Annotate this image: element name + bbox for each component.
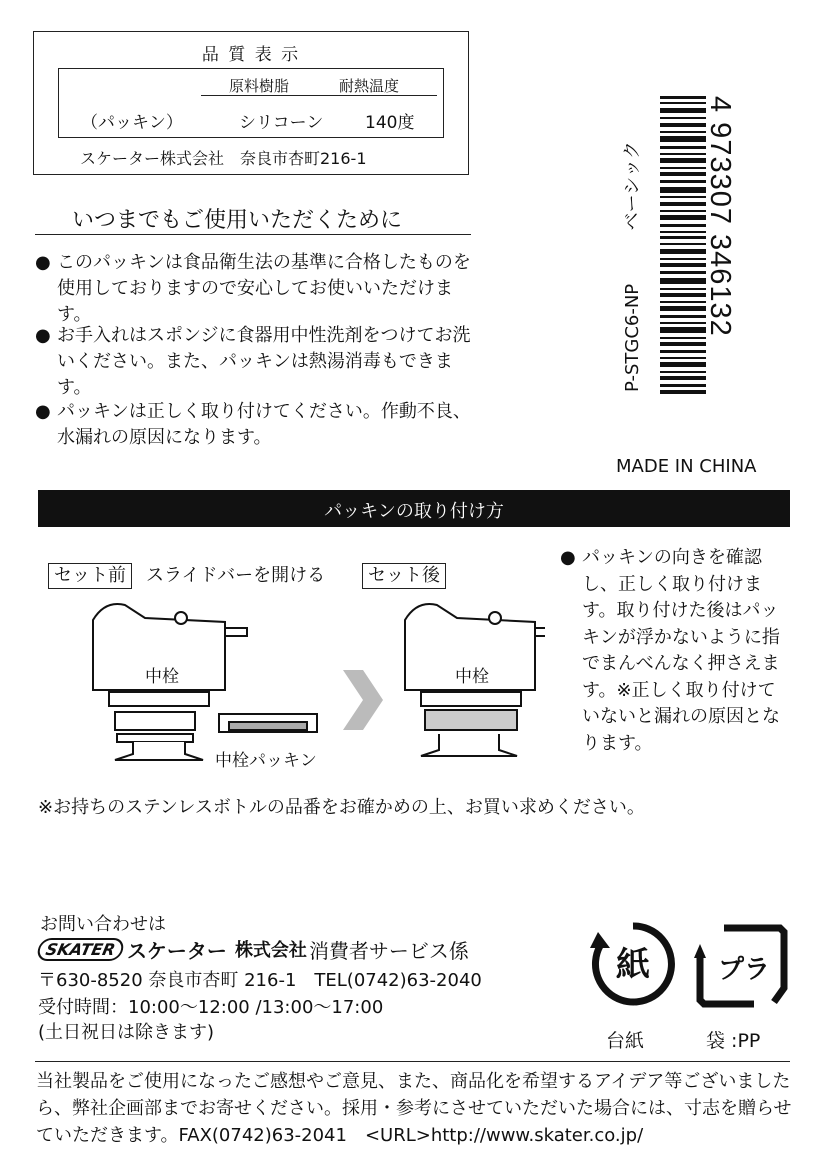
closed-days: (土日祝日は除きます)	[38, 1022, 215, 1043]
barcode-number-text: 4 973307 346132	[704, 96, 736, 337]
paper-char: 紙	[616, 945, 650, 985]
plastic-recycle-icon	[694, 922, 792, 1010]
after-tag: セット後	[362, 563, 446, 589]
care-item-text: お手入れはスポンジに食器用中性洗剤をつけてお洗いください。また、パッキンは熱湯消毒もできます。	[57, 325, 471, 398]
install-note	[560, 545, 792, 757]
gasket-label: 中栓パッキン	[215, 751, 317, 771]
install-banner-text: パッキンの取り付け方	[324, 501, 504, 522]
plug-label-before: 中栓	[145, 667, 179, 687]
brand-logo: SKATER	[36, 938, 126, 961]
inquiry-label: お問い合わせは	[40, 914, 166, 935]
made-in: MADE IN CHINA	[616, 456, 757, 477]
bottom-rule	[35, 1061, 790, 1062]
care-title: いつまでもご使用いただくために	[72, 208, 403, 233]
footnote: ※お持ちのステンレスボトルの品番をお確かめの上、お買い求めください。	[38, 797, 645, 818]
heat-header: 耐熱温度	[339, 77, 400, 95]
department: 消費者サービス係	[308, 938, 469, 963]
plastic-char: プラ	[717, 955, 771, 985]
install-banner	[38, 490, 790, 527]
paper-label: 台紙	[606, 1030, 645, 1052]
install-note-text: パッキンの向きを確認し、正しく取り付けます。取り付けた後はパッキンが浮かないように指でまんべんなく押さえます。※正しく取り付けていないと漏れの原因となります。	[582, 547, 780, 754]
quality-table	[58, 68, 444, 138]
before-tag: セット前	[48, 563, 132, 589]
color-name: ベーシック	[622, 141, 643, 231]
bottom-notice: 当社製品をご使用になったご感想やご意見、また、商品化を希望するアイデア等ございましたら、弊社企画部までお寄せください。採用・参考にさせていただいた場合には、寸志を贈らせていただきます。FAX(0742)63-2041 <URL>http://www.skater.co.jp/	[36, 1071, 792, 1146]
quality-label-box	[33, 31, 469, 175]
company-suffix: 株式会社	[234, 940, 307, 961]
header-rule	[201, 95, 437, 96]
paper-recycle-icon	[588, 918, 678, 1010]
material-value: シリコーン	[239, 113, 324, 133]
material-header: 原料樹脂	[229, 77, 290, 95]
barcode-number	[696, 96, 736, 426]
company-line	[38, 935, 469, 963]
plastic-label: 袋 :PP	[706, 1030, 761, 1052]
product-code: P-STGC6-NP	[622, 283, 643, 392]
bullet-icon: ●	[35, 401, 51, 422]
company-kana: スケーター	[126, 938, 227, 963]
care-item-text: パッキンは正しく取り付けてください。作動不良、水漏れの原因になります。	[57, 401, 471, 448]
gasket-piece	[219, 714, 317, 732]
address: 〒630-8520 奈良市杏町 216-1 TEL(0742)63-2040	[38, 970, 482, 991]
care-item	[35, 323, 475, 401]
barcode-code-text	[618, 62, 646, 392]
care-item	[35, 399, 475, 451]
install-diagram	[85, 600, 545, 800]
quality-title: 品 質 表 示	[201, 45, 301, 65]
care-item	[35, 250, 475, 328]
care-title-rule	[35, 234, 471, 235]
item-name: （パッキン）	[81, 113, 183, 133]
bullet-icon: ●	[560, 547, 576, 568]
bullet-icon: ●	[35, 252, 51, 273]
care-item-text: このパッキンは食品衛生法の基準に合格したものを使用しておりますので安心してお使いいただけます。	[57, 252, 471, 325]
arrow-icon	[343, 670, 383, 730]
hours: 受付時間：10:00～12:00 /13:00～17:00	[38, 997, 384, 1018]
before-action: スライドバーを開ける	[146, 565, 326, 586]
bullet-icon: ●	[35, 325, 51, 346]
plug-label-after: 中栓	[455, 667, 489, 687]
heat-value: 140度	[365, 113, 415, 133]
maker-line: スケーター株式会社 奈良市杏町216-1	[80, 149, 367, 168]
